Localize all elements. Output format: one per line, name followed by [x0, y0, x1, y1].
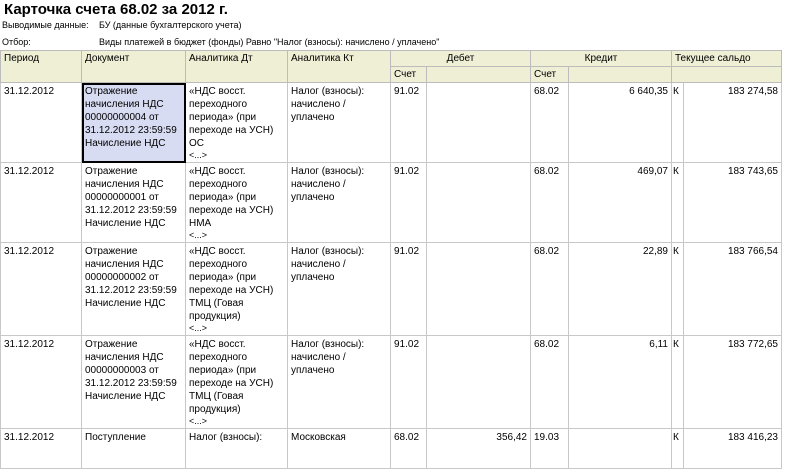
header-credit[interactable]: Кредит — [531, 51, 672, 67]
cell-balance-type[interactable]: К — [672, 163, 684, 243]
cell-analytics-kt[interactable]: Московская — [288, 429, 391, 469]
analytics-dt-text: «НДС восст. переходного периода» (при переходе на УСН) ТМЦ (Говая продукция) — [189, 246, 274, 322]
analytics-dt-text: «НДС восст. переходного периода» (при переходе на УСН) ТМЦ (Говая продукция) — [189, 339, 274, 415]
cell-document[interactable]: Отражение начисления НДС 00000000002 от 31.12.2012 23:59:59 Начисление НДС — [82, 243, 186, 336]
cell-balance-amount[interactable]: 183 766,54 — [684, 243, 782, 336]
cell-debit-account[interactable]: 91.02 — [391, 163, 427, 243]
filter-label: Отбор: — [2, 37, 31, 47]
cell-period[interactable]: 31.12.2012 — [1, 163, 82, 243]
header-balance[interactable]: Текущее сальдо — [672, 51, 782, 67]
cell-debit-amount[interactable] — [427, 336, 531, 429]
cell-debit-amount[interactable] — [427, 243, 531, 336]
header-credit-account[interactable]: Счет — [531, 67, 569, 83]
header-period[interactable]: Период — [1, 51, 82, 83]
page-title: Карточка счета 68.02 за 2012 г. — [4, 1, 228, 18]
expand-link[interactable]: <...> — [189, 150, 208, 160]
cell-balance-type[interactable]: К — [672, 336, 684, 429]
cell-debit-account[interactable]: 91.02 — [391, 83, 427, 163]
cell-analytics-dt[interactable] — [186, 243, 288, 336]
cell-document[interactable]: Отражение начисления НДС 00000000004 от 31.12.2012 23:59:59 Начисление НДС — [82, 83, 186, 163]
cell-period[interactable]: 31.12.2012 — [1, 429, 82, 469]
header-document[interactable]: Документ — [82, 51, 186, 83]
cell-balance-type[interactable]: К — [672, 83, 684, 163]
table-row[interactable] — [1, 336, 782, 429]
header-balance-sub[interactable] — [672, 67, 782, 83]
cell-document[interactable]: Отражение начисления НДС 00000000001 от 31.12.2012 23:59:59 Начисление НДС — [82, 163, 186, 243]
cell-credit-account[interactable]: 68.02 — [531, 83, 569, 163]
cell-balance-amount[interactable]: 183 274,58 — [684, 83, 782, 163]
cell-credit-account[interactable]: 68.02 — [531, 163, 569, 243]
cell-period[interactable]: 31.12.2012 — [1, 336, 82, 429]
expand-link[interactable]: <...> — [189, 230, 208, 240]
header-debit-account[interactable]: Счет — [391, 67, 427, 83]
cell-balance-amount[interactable]: 183 772,65 — [684, 336, 782, 429]
header-debit[interactable]: Дебет — [391, 51, 531, 67]
cell-debit-amount[interactable] — [427, 163, 531, 243]
expand-link[interactable]: <...> — [189, 416, 208, 426]
cell-debit-amount[interactable] — [427, 83, 531, 163]
cell-analytics-kt[interactable]: Налог (взносы): начислено / уплачено — [288, 336, 391, 429]
analytics-dt-text: «НДС восст. переходного периода» (при переходе на УСН) НМА — [189, 166, 274, 229]
cell-analytics-kt[interactable]: Налог (взносы): начислено / уплачено — [288, 83, 391, 163]
data-value: БУ (данные бухгалтерского учета) — [99, 20, 242, 30]
analytics-dt-text: Налог (взносы): — [189, 432, 263, 443]
cell-analytics-dt[interactable] — [186, 163, 288, 243]
cell-analytics-dt[interactable] — [186, 429, 288, 469]
cell-analytics-dt[interactable] — [186, 83, 288, 163]
cell-period[interactable]: 31.12.2012 — [1, 243, 82, 336]
header-credit-amount[interactable] — [569, 67, 672, 83]
data-label: Выводимые данные: — [2, 20, 89, 30]
cell-debit-account[interactable]: 68.02 — [391, 429, 427, 469]
analytics-dt-text: «НДС восст. переходного периода» (при переходе на УСН) ОС — [189, 86, 274, 149]
cell-credit-amount[interactable]: 469,07 — [569, 163, 672, 243]
cell-debit-account[interactable]: 91.02 — [391, 243, 427, 336]
cell-credit-amount[interactable]: 6,11 — [569, 336, 672, 429]
table-header-row — [1, 51, 782, 67]
filter-value: Виды платежей в бюджет (фонды) Равно "Налог (взносы): начислено / уплачено" — [99, 37, 440, 47]
cell-credit-amount[interactable]: 22,89 — [569, 243, 672, 336]
cell-balance-amount[interactable]: 183 416,23 — [684, 429, 782, 469]
cell-document[interactable]: Отражение начисления НДС 00000000003 от 31.12.2012 23:59:59 Начисление НДС — [82, 336, 186, 429]
cell-credit-account[interactable]: 19.03 — [531, 429, 569, 469]
table-row[interactable] — [1, 243, 782, 336]
cell-analytics-kt[interactable]: Налог (взносы): начислено / уплачено — [288, 243, 391, 336]
cell-credit-amount[interactable]: 6 640,35 — [569, 83, 672, 163]
cell-debit-account[interactable]: 91.02 — [391, 336, 427, 429]
cell-balance-type[interactable]: К — [672, 243, 684, 336]
account-card-table — [0, 50, 782, 469]
cell-credit-amount[interactable] — [569, 429, 672, 469]
table-row[interactable] — [1, 163, 782, 243]
table-row[interactable] — [1, 429, 782, 469]
cell-balance-type[interactable]: К — [672, 429, 684, 469]
table-row[interactable] — [1, 83, 782, 163]
cell-debit-amount[interactable]: 356,42 — [427, 429, 531, 469]
expand-link[interactable]: <...> — [189, 323, 208, 333]
cell-document[interactable]: Поступление — [82, 429, 186, 469]
header-debit-amount[interactable] — [427, 67, 531, 83]
cell-credit-account[interactable]: 68.02 — [531, 336, 569, 429]
cell-balance-amount[interactable]: 183 743,65 — [684, 163, 782, 243]
header-analytics-kt[interactable]: Аналитика Кт — [288, 51, 391, 83]
cell-analytics-dt[interactable] — [186, 336, 288, 429]
cell-credit-account[interactable]: 68.02 — [531, 243, 569, 336]
cell-period[interactable]: 31.12.2012 — [1, 83, 82, 163]
cell-analytics-kt[interactable]: Налог (взносы): начислено / уплачено — [288, 163, 391, 243]
header-analytics-dt[interactable]: Аналитика Дт — [186, 51, 288, 83]
